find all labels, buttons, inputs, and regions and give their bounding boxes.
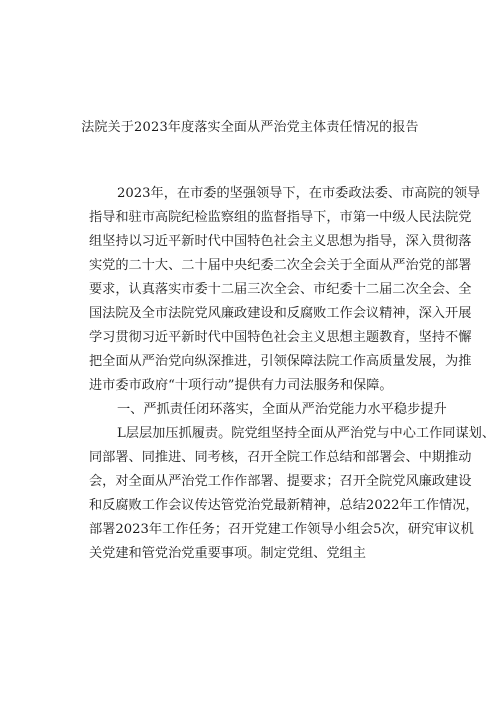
paragraph-line: 要求，认真落实市委十二届三次全会、市纪委十二届二次全会、全 xyxy=(89,282,472,297)
section-heading: 一、严抓责任闭环落实，全面从严治党能力水平稳步提升 xyxy=(117,402,447,417)
paragraph-line: 同部署、同推进、同考核，召开全院工作总结和部署会、中期推动 xyxy=(89,450,472,465)
paragraph-line: 实党的二十大、二十届中央纪委二次全会关于全面从严治党的部署 xyxy=(89,258,472,273)
paragraph-line: 国法院及全市法院党风廉政建设和反腐败工作会议精神，深入开展 xyxy=(89,306,472,321)
paragraph-line: 2023年，在市委的坚强领导下，在市委政法委、市高院的领导 xyxy=(117,186,481,201)
paragraph-line: 组坚持以习近平新时代中国特色社会主义思想为指导，深入贯彻落 xyxy=(89,234,472,249)
paragraph-line: 进市委市政府“十项行动”提供有力司法服务和保障。 xyxy=(89,378,393,393)
paragraph-line: 学习贯彻习近平新时代中国特色社会主义思想主题教育，坚持不懈 xyxy=(89,330,472,345)
paragraph-line: 会，对全面从严治党工作作部署、提要求；召开全院党风廉政建设 xyxy=(89,474,472,489)
paragraph-line: 把全面从严治党向纵深推进，引领保障法院工作高质量发展，为推 xyxy=(89,354,472,369)
paragraph-line: L层层加压抓履责。院党组坚持全面从严治党与中心工作同谋划、 xyxy=(117,426,496,441)
document-title: 法院关于2023年度落实全面从严治党主体责任情况的报告 xyxy=(81,120,419,135)
paragraph-line: 部署2023年工作任务；召开党建工作领导小组会5次，研究审议机 xyxy=(89,522,474,537)
paragraph-line: 和反腐败工作会议传达管党治党最新精神，总结2022年工作情况， xyxy=(89,498,479,513)
paragraph-line: 指导和驻市高院纪检监察组的监督指导下，市第一中级人民法院党 xyxy=(89,210,472,225)
paragraph-line: 关党建和管党治党重要事项。制定党组、党组主 xyxy=(89,546,366,561)
